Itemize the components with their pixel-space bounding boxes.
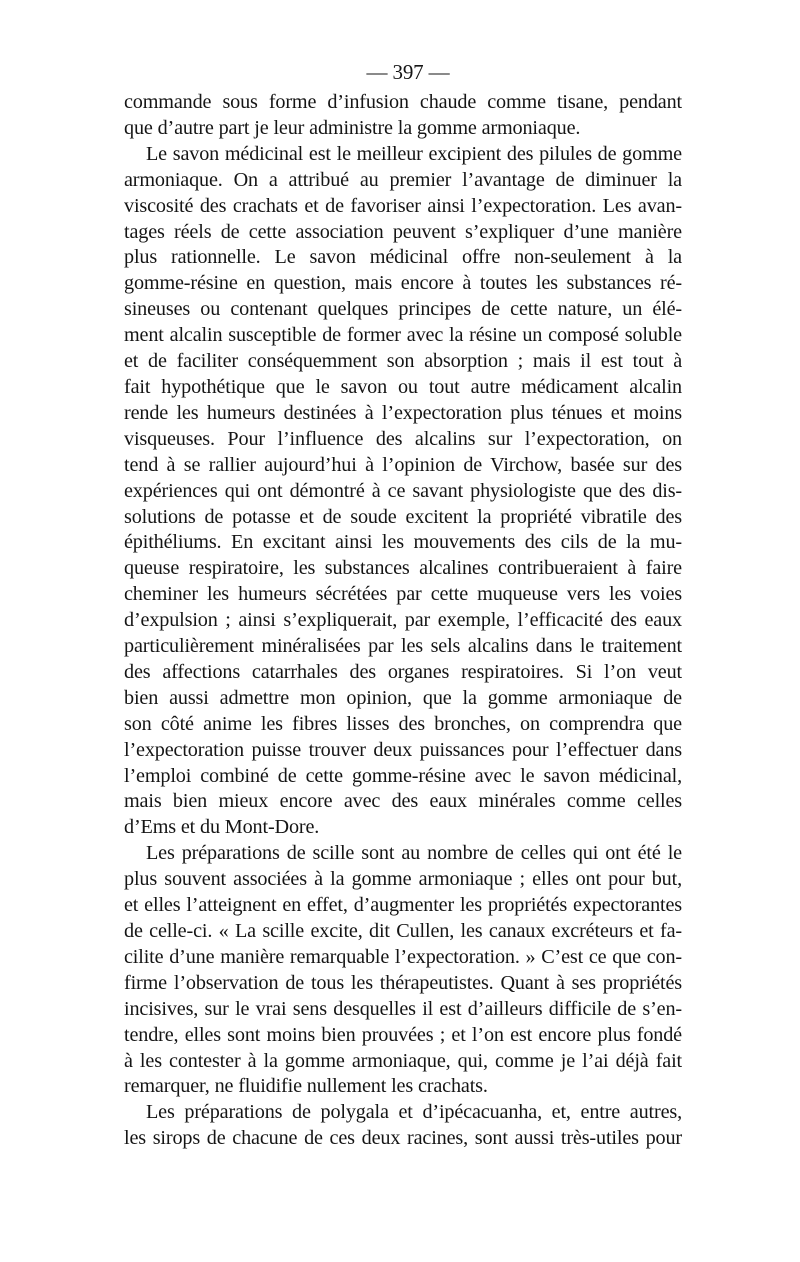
text-line: sineuses ou contenant quelques principes de cette nature, un élé-	[124, 298, 682, 321]
text-line: commande sous forme d’infusion chaude comme tisane, pendant	[124, 91, 682, 113]
text-line: l’emploi combiné de cette gomme-résine avec le savon médicinal,	[124, 764, 682, 787]
text-line: à les contester à la gomme armoniaque, qui, comme je l’ai déjà fait	[124, 1049, 682, 1072]
text-line: gomme-résine en question, mais encore à toutes les substances ré-	[124, 272, 682, 295]
text-line: firme l’observation de tous les thérapeutistes. Quant à ses propriétés	[124, 971, 682, 994]
text-line: bien aussi admettre mon opinion, que la gomme armoniaque de	[124, 686, 682, 709]
text-line: viscosité des crachats et de favoriser ainsi l’expectoration. Les avan-	[124, 194, 682, 217]
body-text	[124, 90, 682, 1152]
paragraph	[124, 90, 682, 142]
text-line: fait hypothétique que le savon ou tout autre médicament alcalin	[124, 375, 682, 398]
text-line: cheminer les humeurs sécrétées par cette muqueuse vers les voies	[124, 583, 682, 606]
text-line: remarquer, ne fluidifie nullement les crachats.	[124, 1075, 488, 1098]
text-line: plus souvent associées à la gomme armoniaque ; elles ont pour but,	[124, 868, 682, 891]
text-line: plus rationnelle. Le savon médicinal offre non-seulement à la	[124, 246, 682, 269]
text-line: tendre, elles sont moins bien prouvées ; et l’on est encore plus fondé	[124, 1023, 682, 1046]
text-line: l’expectoration puisse trouver deux puissances pour l’effectuer dans	[124, 738, 682, 761]
book-page	[124, 58, 682, 1152]
text-line: tages réels de cette association peuvent s’expliquer d’une manière	[124, 220, 682, 243]
text-line: son côté anime les fibres lisses des bronches, on comprendra que	[124, 712, 682, 735]
text-line: de celle-ci. « La scille excite, dit Cullen, les canaux excréteurs et fa-	[124, 920, 682, 942]
text-line: mais bien mieux encore avec des eaux minérales comme celles	[124, 790, 682, 813]
paragraph	[124, 1100, 682, 1152]
paragraph	[124, 142, 682, 841]
text-line: incisives, sur le vrai sens desquelles il est d’ailleurs difficile de s’en-	[124, 997, 682, 1020]
text-line: rende les humeurs destinées à l’expectoration plus ténues et moins	[124, 401, 682, 424]
text-line: visqueuses. Pour l’influence des alcalins sur l’expectoration, on	[124, 427, 682, 450]
text-line: armoniaque. On a attribué au premier l’avantage de diminuer la	[124, 168, 682, 191]
text-line: solutions de potasse et de soude excitent la propriété vibratile des	[124, 505, 682, 528]
text-line: Les préparations de scille sont au nombre de celles qui ont été le	[146, 842, 682, 865]
text-line: ment alcalin susceptible de former avec la résine un composé soluble	[124, 324, 682, 347]
page-number: — 397 —	[366, 60, 450, 84]
text-line: que d’autre part je leur administre la gomme armoniaque.	[124, 116, 581, 139]
text-line: et de faciliter conséquemment son absorption ; mais il est tout à	[124, 350, 682, 373]
text-line: et elles l’atteignent en effet, d’augmenter les propriétés expectorantes	[124, 894, 682, 917]
text-line: Le savon médicinal est le meilleur excipient des pilules de gomme	[146, 142, 682, 165]
text-line: cilite d’une manière remarquable l’expectoration. » C’est ce que con-	[124, 945, 682, 968]
text-line: tend à se rallier aujourd’hui à l’opinion de Virchow, basée sur des	[124, 453, 682, 476]
paragraph	[124, 841, 682, 1100]
text-line: des affections catarrhales des organes respiratoires. Si l’on veut	[124, 660, 682, 683]
text-line: d’Ems et du Mont-Dore.	[124, 816, 320, 839]
text-line: queuse respiratoire, les substances alcalines contribueraient à faire	[124, 557, 682, 580]
text-line: particulièrement minéralisées par les sels alcalins dans le traitement	[124, 635, 682, 658]
text-line: d’expulsion ; ainsi s’expliquerait, par exemple, l’efficacité des eaux	[124, 609, 682, 632]
text-line: les sirops de chacune de ces deux racines, sont aussi très-utiles pour	[124, 1127, 682, 1150]
text-line: Les préparations de polygala et d’ipécacuanha, et, entre autres,	[146, 1101, 682, 1124]
text-line: expériences qui ont démontré à ce savant physiologiste que des dis-	[124, 479, 682, 502]
text-line: épithéliums. En excitant ainsi les mouvements des cils de la mu-	[124, 531, 682, 554]
